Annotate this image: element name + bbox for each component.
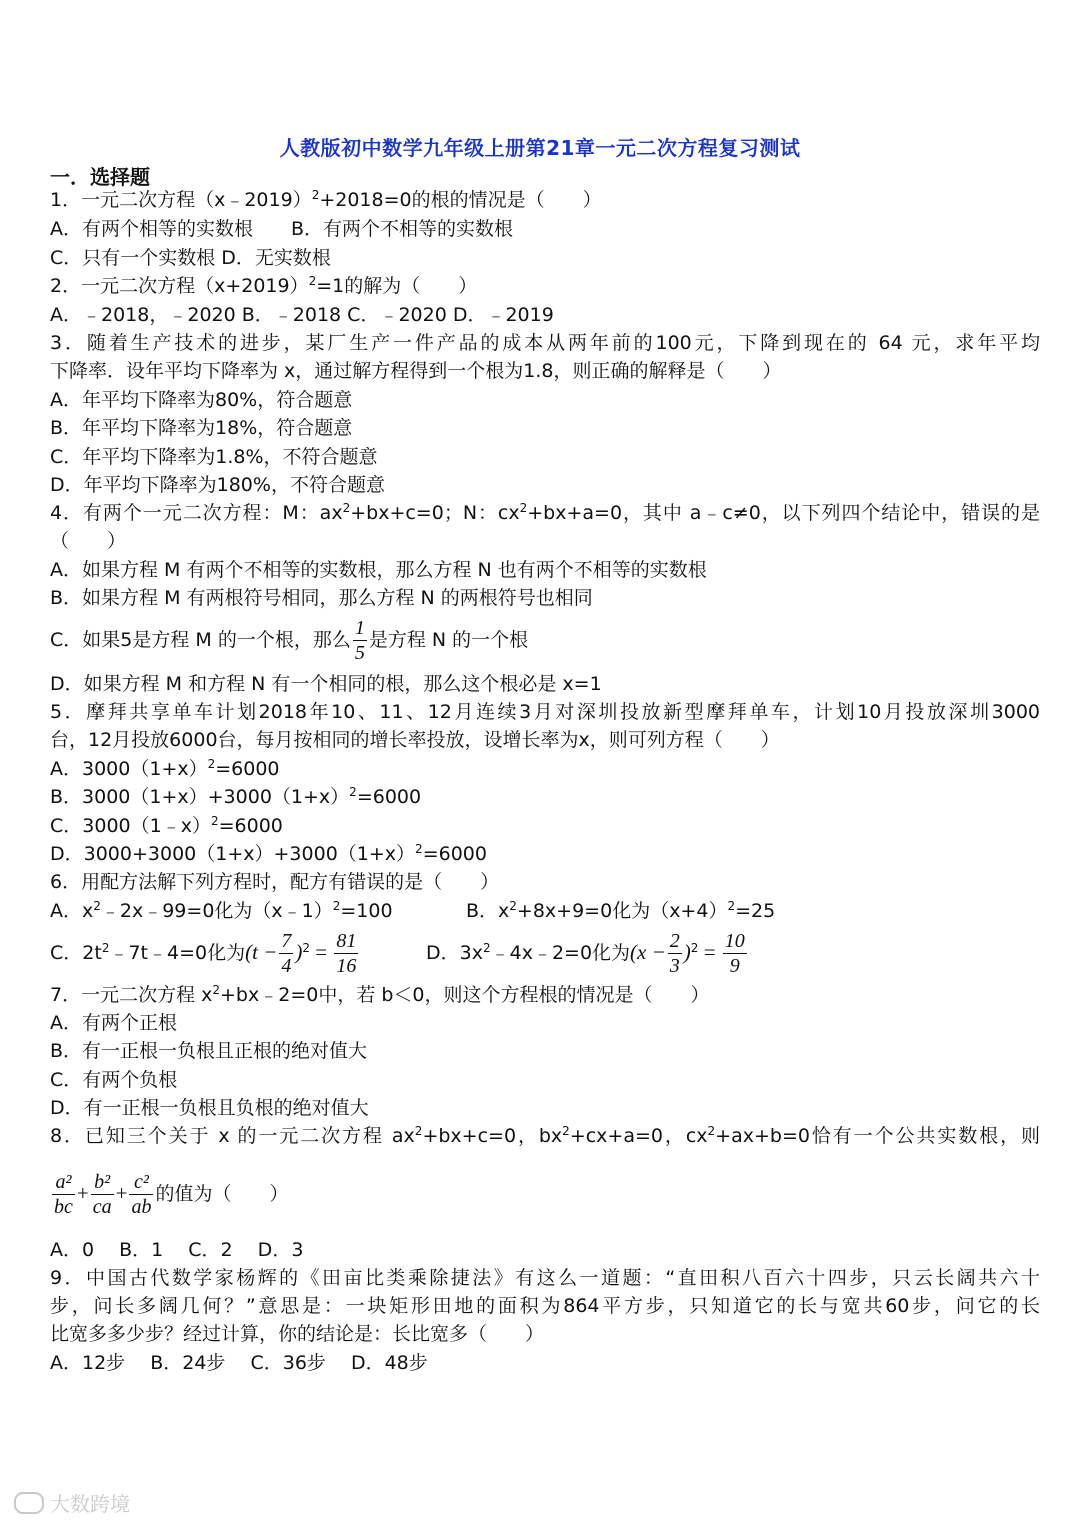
- question-4-option-a: A．如果方程 M 有两个不相等的实数根，那么方程 N 也有两个不相等的实数根: [50, 559, 707, 581]
- fraction-seven-fourths: $\frac{7}{4}$: [281, 930, 292, 977]
- question-3-stem-line2: 下降率．设年平均下降率为 x，通过解方程得到一个根为1.8，则正确的解释是（ ）: [50, 360, 782, 382]
- question-1-options-cd: C．只有一个实数根 D．无实数根: [50, 247, 331, 269]
- question-2-stem: 2．一元二次方程$(x+2019)^2=1$的解为（ ）: [50, 274, 478, 297]
- question-5-option-c: C．3000（1﹣x）$^2$=6000: [50, 814, 283, 837]
- fraction-one-fifth: $\frac{1}{5}$: [354, 617, 365, 664]
- watermark-text: 大数跨境: [50, 1492, 130, 1516]
- question-5-option-a: A．$3000(1+x)^2=6000$: [50, 757, 280, 780]
- question-7-option-b: B．有一正根一负根且正根的绝对值大: [50, 1040, 368, 1062]
- question-1-options-ab: A．有两个相等的实数根 B．有两个不相等的实数根: [50, 218, 514, 240]
- question-4-option-c: C．如果5是方程 M 的一个根，那么 $\frac{1}{5}$ 是方程 N 的一个根: [50, 617, 529, 664]
- question-3-option-a: A．年平均下降率为80%，符合题意: [50, 389, 353, 411]
- question-5-stem-line2: 台，12月投放6000台，每月按相同的增长率投放，设增长率为x，则可列方程（ ）: [50, 729, 780, 751]
- question-7-option-c: C．有两个负根: [50, 1069, 178, 1091]
- question-5-option-d: D．$3000+3000(1+x)+3000(1+x)^2=6000$: [50, 842, 487, 865]
- question-4-option-d: D．如果方程 M 和方程 N 有一个相同的根，那么这个根必是 x=1: [50, 673, 602, 695]
- fraction-a2-bc: $\frac{\text{a²}}{bc}$: [54, 1171, 73, 1218]
- question-4-stem-line2: （ ）: [50, 530, 127, 552]
- question-7-stem: 7．一元二次方程 $x^2+bx﹣2=0$中，若 b＜0，则这个方程根的情况是（ ）: [50, 983, 710, 1006]
- question-3-option-b: B．年平均下降率为18%，符合题意: [50, 417, 353, 439]
- fraction-b2-ca: $\frac{\text{b²}}{ca}$: [92, 1171, 112, 1218]
- question-7-option-a: A．有两个正根: [50, 1012, 177, 1034]
- question-6-option-d: D．$3x^2﹣4x﹣2=0$化为(x − $\frac{2}{3}$ )$^2$ = $\frac{10}{9}$: [426, 930, 745, 977]
- watermark: [14, 1488, 130, 1517]
- question-3-option-d: D．年平均下降率为180%，不符合题意: [50, 474, 385, 496]
- question-4-stem-line1: 4．有两个一元二次方程：M：$ax^2+bx+c=0$；N：$cx^2+bx+a=0$，其中 a﹣c≠0，以下列四个结论中，错误的是: [50, 501, 1040, 524]
- question-9-stem-line3: 比宽多多少步？经过计算，你的结论是：长比宽多（ ）: [50, 1323, 545, 1345]
- question-9-stem-line2: 步，问长多阔几何？”意思是：一块矩形田地的面积为864平方步，只知道它的长与宽共60步，问它的长: [50, 1295, 1040, 1317]
- question-5-option-b: B．$3000(1+x)+3000(1+x)^2=6000$: [50, 785, 422, 808]
- question-7-option-d: D．有一正根一负根且负根的绝对值大: [50, 1097, 369, 1119]
- question-9-options: A．12步 B．24步 C．36步 D．48步: [50, 1352, 428, 1374]
- fraction-10-9: $\frac{10}{9}$: [724, 930, 745, 977]
- question-5-stem-line1: 5．摩拜共享单车计划2018年10、11、12月连续3月对深圳投放新型摩拜单车，计划10月投放深圳3000: [50, 701, 1040, 723]
- fraction-c2-ab: $\frac{\text{c²}}{ab}$: [131, 1171, 152, 1218]
- fraction-81-16: $\frac{81}{16}$: [336, 930, 357, 977]
- question-8-stem-line1: 8．已知三个关于 x 的一元二次方程 $ax^2+bx+c=0$，$bx^2+cx+a=0$，$cx^2+ax+b=0$恰有一个公共实数根，则: [50, 1124, 1041, 1147]
- question-9-stem-line1: 9．中国古代数学家杨辉的《田亩比类乘除捷法》有这么一道题：“直田积八百六十四步，只云长阔共六十: [50, 1267, 1040, 1289]
- document-title: 人教版初中数学九年级上册第21章一元二次方程复习测试: [279, 136, 801, 160]
- question-6-option-a: A．$x^2﹣2x﹣99=0$化为（x﹣1）$^2$=100: [50, 899, 393, 922]
- question-4-option-b: B．如果方程 M 有两根符号相同，那么方程 N 的两根符号也相同: [50, 587, 593, 609]
- question-6-option-b: B．$x^2+8x+9=0$化为$(x+4)^2=25$: [466, 899, 776, 922]
- question-3-option-c: C．年平均下降率为1.8%，不符合题意: [50, 446, 378, 468]
- question-8-expression: $\frac{\text{a²}}{bc}$ + $\frac{\text{b²}}{ca}$ + $\frac{\text{c²}}{ab}$ 的值为（ ）: [54, 1171, 289, 1218]
- question-6-option-c: C．$2t^2﹣7t﹣4=0$化为(t − $\frac{7}{4}$ )$^2$ = $\frac{81}{16}$: [50, 930, 357, 977]
- question-1-stem: 1．一元二次方程（x﹣2019）$^2$+2018=0的根的情况是（ ）: [50, 188, 602, 211]
- question-2-options: A．﹣2018，﹣2020 B．﹣2018 C．﹣2020 D．﹣2019: [50, 304, 554, 326]
- section-heading: 一．选择题: [50, 165, 150, 189]
- watermark-logo-icon: [14, 1492, 44, 1514]
- question-8-options: A．0 B．1 C．2 D．3: [50, 1239, 304, 1261]
- fraction-two-thirds: $\frac{2}{3}$: [669, 930, 680, 977]
- question-3-stem-line1: 3．随着生产技术的进步，某厂生产一件产品的成本从两年前的100元，下降到现在的 64 元，求年平均: [50, 332, 1040, 354]
- question-6-stem: 6．用配方法解下列方程时，配方有错误的是（ ）: [50, 871, 500, 893]
